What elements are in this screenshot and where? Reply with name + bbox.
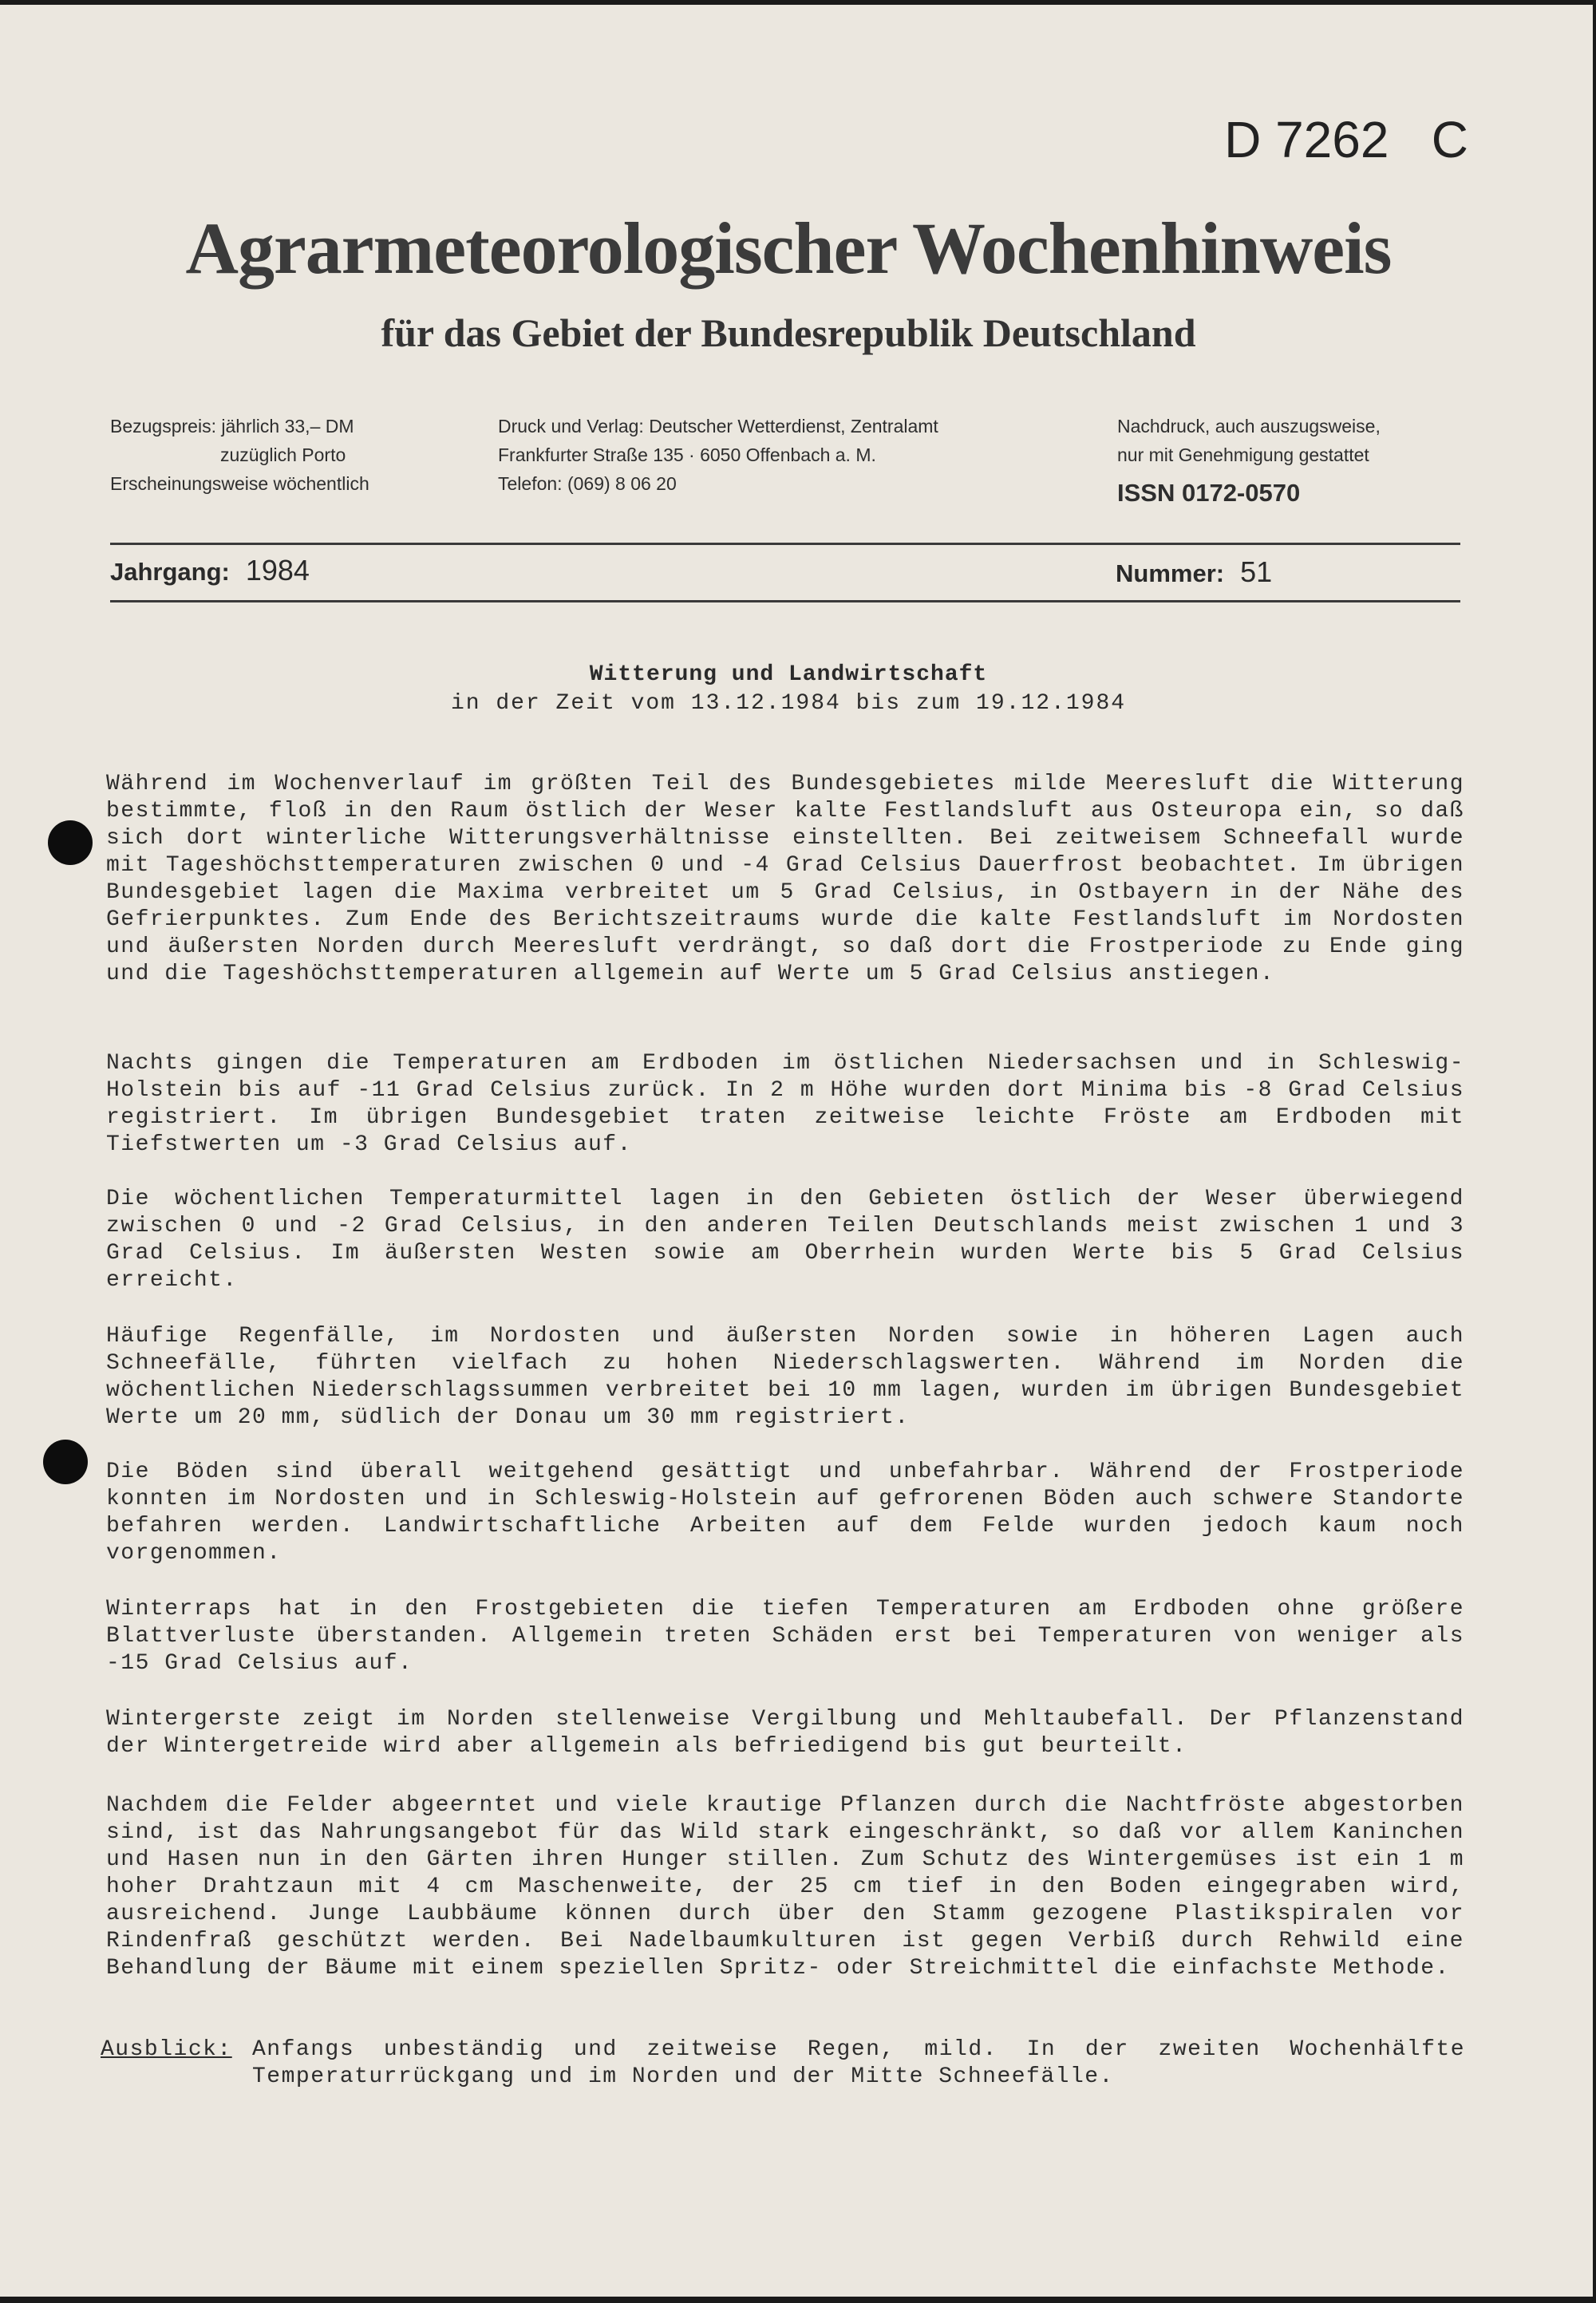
reprint-line-2: nur mit Genehmigung gestattet <box>1117 444 1369 465</box>
paragraph-5: Die Böden sind überall weitgehend gesättigt und unbefahrbar. Während der Frostperiode konnten im Nordosten und in Schleswig-Holstein auf gefrorenen Böden auch schwere Standorte befahren werden. Landwirtschaftliche Arbeiten auf dem Felde wurden jedoch kaum noch vorgenommen. <box>106 1460 1464 1566</box>
volume-label: Jahrgang: <box>110 558 230 586</box>
paragraph-3: Die wöchentlichen Temperaturmittel lagen in den Gebieten östlich der Weser überwiegend zwischen 0 und -2 Grad Celsius, in den anderen Teilen Deutschlands meist zwischen 1 und 3 Grad Celsius. Im äußersten Westen sowie am Oberrhein wurden Werte bis 5 Grad Celsius erreicht. <box>106 1187 1464 1293</box>
issn: ISSN 0172-0570 <box>1117 479 1301 507</box>
scan-edge-right <box>1593 0 1596 2303</box>
frequency-line: Erscheinungsweise wöchentlich <box>110 473 369 494</box>
phone-line: Telefon: (069) 8 06 20 <box>498 473 677 494</box>
section-period: in der Zeit vom 13.12.1984 bis zum 19.12.1984 <box>450 691 1127 716</box>
paragraph-7: Wintergerste zeigt im Norden stellenweise Vergilbung und Mehltaubefall. Der Pflanzenstand der Wintergetreide wird aber allgemein als befriedigend bis gut beurteilt. <box>106 1707 1464 1759</box>
paragraph-1: Während im Wochenverlauf im größten Teil des Bundesgebietes milde Meeresluft die Witterung bestimmte, floß in den Raum östlich der Weser kalte Festlandsluft aus Osteuropa ein, so daß sich dort winterliche Witterungsverhältnisse einstellten. Bei zeitweisem Schneefall wurde mit Tageshöchsttemperaturen zwischen 0 und -4 Grad Celsius Dauerfrost beobachtet. Im übrigen Bundesgebiet lagen die Maxima verbreitet um 5 Grad Celsius, in Ostbayern in der Nähe des Gefrierpunktes. Zum Ende des Berichtszeitraums wurde die kalte Festlandsluft im Nordosten und äußersten Norden durch Meeresluft verdrängt, so daß dort die Frostperiode zu Ende ging und die Tageshöchsttemperaturen allgemein auf Werte um 5 Grad Celsius anstiegen. <box>106 772 1464 986</box>
publisher-line: Druck und Verlag: Deutscher Wetterdienst, Zentralamt <box>498 416 938 437</box>
publisher-address <box>498 412 1073 498</box>
divider-bottom <box>110 600 1460 602</box>
issue-number-label: Nummer: <box>1116 559 1225 587</box>
scan-edge-top <box>0 0 1596 5</box>
outlook-label: Ausblick: <box>101 2037 232 2062</box>
reprint-line-1: Nachdruck, auch auszugsweise, <box>1117 416 1381 437</box>
paragraph-6: Winterraps hat in den Frostgebieten die tiefen Temperaturen am Erdboden ohne größere Blattverluste überstanden. Allgemein treten Schäden erst bei Temperaturen von weniger als -15 Grad Celsius auf. <box>106 1597 1464 1676</box>
punch-hole-upper <box>48 820 93 865</box>
outlook-text: Anfangs unbeständig und zeitweise Regen, mild. In der zweiten Wochenhälfte Temperaturrückgang und im Norden und der Mitte Schneefälle. <box>252 2037 1465 2089</box>
paragraph-4: Häufige Regenfälle, im Nordosten und äußersten Norden sowie in höheren Lagen auch Schneefälle, führten vielfach zu hohen Niederschlagswerten. Während im Norden die wöchentlichen Niederschlagssummen verbreitet bei 10 mm lagen, wurden im übrigen Bundesgebiet Werte um 20 mm, südlich der Donau um 30 mm registriert. <box>106 1324 1464 1430</box>
postage-line: zuzüglich Porto <box>220 444 346 465</box>
scan-edge-bottom <box>0 2297 1596 2303</box>
punch-hole-lower <box>43 1440 88 1484</box>
copyright-info <box>1117 412 1484 508</box>
issue-number-value: 51 <box>1240 555 1273 588</box>
paragraph-2: Nachts gingen die Temperaturen am Erdboden im östlichen Niedersachsen und in Schleswig-Holstein bis auf -11 Grad Celsius zurück. In 2 m Höhe wurden dort Minima bis -8 Grad Celsius registriert. Im übrigen Bundesgebiet traten zeitweise leichte Fröste am Erdboden mit Tiefstwerten um -3 Grad Celsius auf. <box>106 1051 1464 1157</box>
section-title: Witterung und Landwirtschaft <box>589 662 988 687</box>
masthead-title: Agrarmeteorologischer Wochenhinweis <box>185 207 1392 289</box>
document-code: D 7262 C <box>1224 111 1468 168</box>
price-line: Bezugspreis: jährlich 33,– DM <box>110 416 354 437</box>
address-line: Frankfurter Straße 135 · 6050 Offenbach a. M. <box>498 444 876 465</box>
subscription-info <box>110 412 461 498</box>
volume-value: 1984 <box>245 554 310 587</box>
volume <box>110 554 310 587</box>
issue-number <box>1116 555 1272 589</box>
divider-top <box>110 543 1460 545</box>
masthead-subtitle: für das Gebiet der Bundesrepublik Deutschland <box>381 310 1196 355</box>
paragraph-8: Nachdem die Felder abgeerntet und viele krautige Pflanzen durch die Nachtfröste abgestorben sind, ist das Nahrungsangebot für das Wild stark eingeschränkt, so daß vor allem Kaninchen und Hasen nun in den Gärten ihren Hunger stillen. Zum Schutz des Wintergemüses ist ein 1 m hoher Drahtzaun mit 4 cm Maschenweite, der 25 cm tief in den Boden eingegraben wird, ausreichend. Junge Laubbäume können durch über den Stamm gezogene Plastikspiralen vor Rindenfraß geschützt werden. Bei Nadelbaumkulturen ist gegen Verbiß durch Rehwild eine Behandlung der Bäume mit einem speziellen Spritz- oder Streichmittel die einfachste Methode. <box>106 1793 1464 1981</box>
